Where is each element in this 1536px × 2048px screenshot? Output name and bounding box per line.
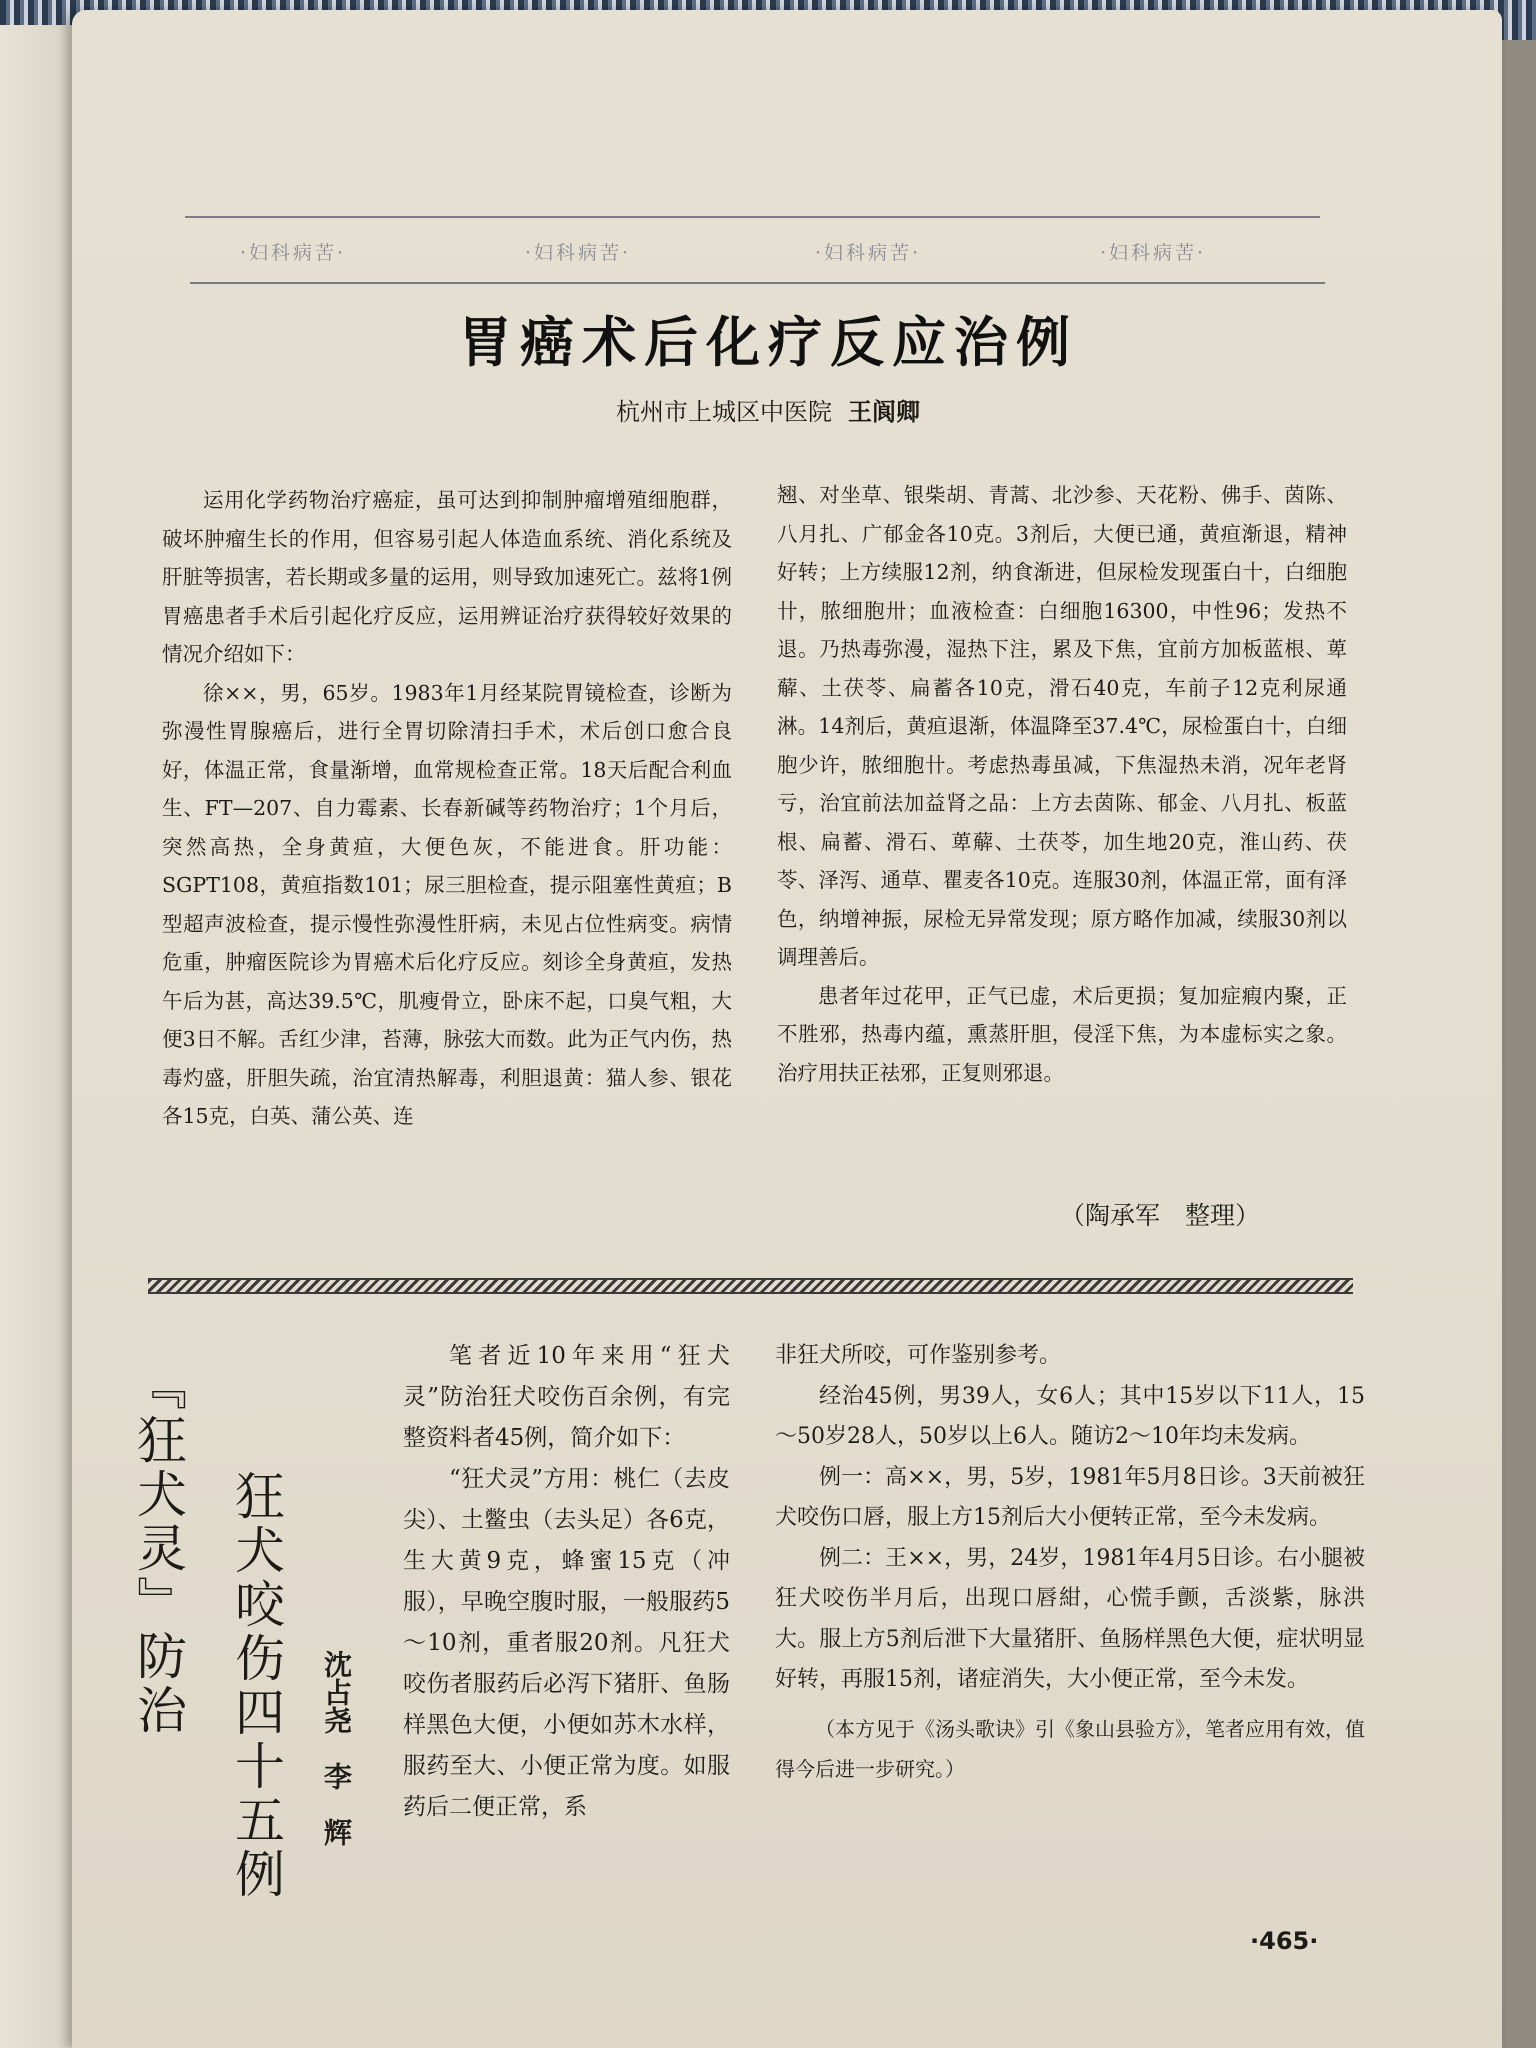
running-header-item: ·妇科病苦· <box>240 242 347 264</box>
article-byline <box>0 392 1536 427</box>
article2-title-part2: 狂犬咬伤四十五例 <box>227 1470 285 1902</box>
body-paragraph: 徐××，男，65岁。1983年1月经某院胃镜检查，诊断为弥漫性胃腺癌后，进行全胃切除清扫手术，术后创口愈合良好，体温正常，食量渐增，血常规检查正常。18天后配合利血生、FT—207、自力霉素、长春新碱等药物治疗；1个月后，突然高热，全身黄疸，大便色灰，不能进食。肝功能：SGPT108，黄疸指数101；尿三胆检查，提示阻塞性黄疸；B型超声波检查，提示慢性弥漫性肝病，未见占位性病变。病情危重，肿瘤医院诊为胃癌术后化疗反应。刻诊全身黄疸，发热午后为甚，高达39.5℃，肌瘦骨立，卧床不起，口臭气粗，大便3日不解。舌红少津，苔薄，脉弦大而数。此为正气内伤，热毒灼盛，肝胆失疏，治宜清热解毒，利胆退黄：猫人参、银花各15克，白英、蒲公英、连 <box>162 680 732 1128</box>
body-paragraph: 运用化学药物治疗癌症，虽可达到抑制肿瘤增殖细胞群，破坏肿瘤生长的作用，但容易引起人体造血系统、消化系统及肝脏等损害，若长期或多量的运用，则导致加速死亡。兹将1例胃癌患者手术后引起化疗反应，运用辨证治疗获得较好效果的情况介绍如下： <box>162 488 732 666</box>
article2-column-right <box>775 1336 1365 1790</box>
body-paragraph: 笔者近10年来用“狂犬灵”防治狂犬咬伤百余例，有完整资料者45例，简介如下： <box>403 1343 730 1451</box>
article2-column-left <box>403 1336 730 1828</box>
editor-credit: （陶承军 整理） <box>1060 1201 1261 1230</box>
article2-authors: 沈占尧 李 辉 <box>320 1650 353 1846</box>
body-paragraph: 例一：高××，男，5岁，1981年5月8日诊。3天前被狂犬咬伤口唇，服上方15剂后大小便转正常，至今未发病。 <box>775 1464 1365 1530</box>
section-divider <box>148 1278 1353 1294</box>
article2-title-part1: 『狂犬灵』防治 <box>129 1360 187 1738</box>
source-note: （本方见于《汤头歌诀》引《象山县验方》，笔者应用有效，值得今后进一步研究。） <box>775 1716 1365 1781</box>
body-paragraph: 患者年过花甲，正气已虚，术后更损；复加症瘕内聚，正不胜邪，热毒内蕴，熏蒸肝胆，侵淫下焦，为本虚标实之象。治疗用扶正祛邪，正复则邪退。 <box>777 983 1347 1085</box>
header-rule <box>190 282 1325 284</box>
body-paragraph: 非狂犬所咬，可作鉴别参考。 <box>775 1343 1062 1368</box>
body-paragraph: 例二：王××，男，24岁，1981年4月5日诊。右小腿被狂犬咬伤半月后，出现口唇紺，心慌手颤，舌淡紫，脉洪大。服上方5剂后泄下大量猪肝、鱼肠样黑色大便，症状明显好转，再服15剂，诸症消失，大小便正常，至今未发。 <box>775 1545 1365 1692</box>
running-header-item: ·妇科病苦· <box>1100 242 1207 264</box>
author-name: 王阆卿 <box>848 398 920 426</box>
article-column-right <box>777 476 1347 1092</box>
article-title: 胃癌术后化疗反应治例 <box>458 311 1078 374</box>
body-paragraph: 翘、对坐草、银柴胡、青蒿、北沙参、天花粉、佛手、茵陈、八月扎、广郁金各10克。3剂后，大便已通，黄疸渐退，精神好转；上方续服12剂，纳食渐进，但尿检发现蛋白十，白细胞卄，脓细胞卅；血液检查：白细胞16300，中性96；发热不退。乃热毒弥漫，湿热下注，累及下焦，宜前方加板蓝根、萆薢、土茯苓、扁蓄各10克，滑石40克，车前子12克利尿通淋。14剂后，黄疸退渐，体温降至37.4℃，尿检蛋白十，白细胞少许，脓细胞卄。考虑热毒虽减，下焦湿热未消，况年老肾亏，治宜前法加益肾之品：上方去茵陈、郁金、八月扎、板蓝根、扁蓄、滑石、萆薢、土茯苓，加生地20克，淮山药、茯苓、泽泻、通草、瞿麦各10克。连服30剂，体温正常，面有泽色，纳增神振，尿检无异常发现；原方略作加减，续服30剂以调理善后。 <box>777 483 1347 969</box>
page-number: ·465· <box>1250 1927 1319 1955</box>
header-rule <box>185 216 1320 218</box>
article-column-left <box>162 481 732 1136</box>
body-paragraph: 经治45例，男39人，女6人；其中15岁以下11人，15～50岁28人，50岁以上6人。随访2～10年均未发病。 <box>775 1383 1365 1449</box>
body-paragraph: “狂犬灵”方用：桃仁（去皮尖）、土鳖虫（去头足）各6克，生大黄9克，蜂蜜15克（冲服），早晚空腹时服，一般服药5～10剂，重者服20剂。凡狂犬咬伤者服药后必泻下猪肝、鱼肠样黑色大便，小便如苏木水样，服药至大、小便正常为度。如服药后二便正常，系 <box>403 1466 730 1820</box>
running-header-item: ·妇科病苦· <box>525 242 632 264</box>
running-header-item: ·妇科病苦· <box>815 242 922 264</box>
author-affiliation: 杭州市上城区中医院 <box>616 398 832 426</box>
